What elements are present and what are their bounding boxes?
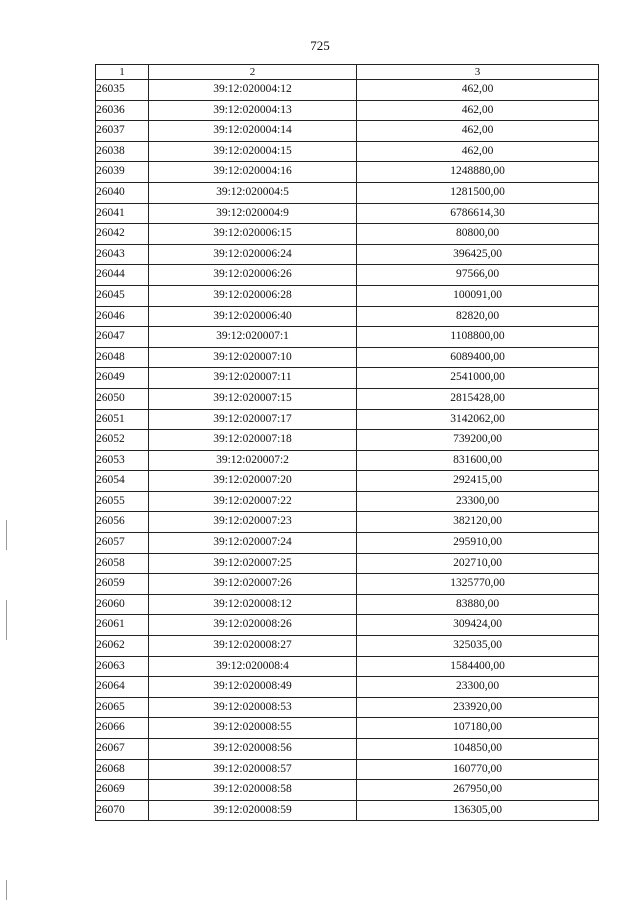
table-row xyxy=(96,512,599,533)
row-number-cell: 26040 xyxy=(96,182,149,203)
table-row xyxy=(96,388,599,409)
cadastral-value-cell: 83880,00 xyxy=(357,594,599,615)
cadastral-number-cell: 39:12:020006:15 xyxy=(149,224,357,245)
cadastral-number-cell: 39:12:020004:15 xyxy=(149,141,357,162)
cadastral-value-cell: 2815428,00 xyxy=(357,388,599,409)
scan-margin-mark xyxy=(6,600,7,640)
cadastral-value-cell: 462,00 xyxy=(357,121,599,142)
column-header-cadastral-number: 2 xyxy=(149,65,357,80)
row-number-cell: 26057 xyxy=(96,533,149,554)
row-number-cell: 26035 xyxy=(96,80,149,101)
table-row xyxy=(96,800,599,821)
table-row xyxy=(96,471,599,492)
cadastral-number-cell: 39:12:020007:18 xyxy=(149,430,357,451)
cadastral-value-cell: 80800,00 xyxy=(357,224,599,245)
cadastral-value-cell: 292415,00 xyxy=(357,471,599,492)
row-number-cell: 26046 xyxy=(96,306,149,327)
table-body xyxy=(96,80,599,821)
cadastral-number-cell: 39:12:020007:22 xyxy=(149,491,357,512)
cadastral-value-cell: 1325770,00 xyxy=(357,574,599,595)
cadastral-number-cell: 39:12:020007:24 xyxy=(149,533,357,554)
cadastral-value-cell: 325035,00 xyxy=(357,636,599,657)
cadastral-value-cell: 104850,00 xyxy=(357,739,599,760)
table-row xyxy=(96,656,599,677)
cadastral-number-cell: 39:12:020008:56 xyxy=(149,739,357,760)
cadastral-number-cell: 39:12:020008:27 xyxy=(149,636,357,657)
cadastral-value-cell: 267950,00 xyxy=(357,780,599,801)
cadastral-value-cell: 233920,00 xyxy=(357,697,599,718)
cadastral-value-cell: 1281500,00 xyxy=(357,182,599,203)
table-row xyxy=(96,182,599,203)
cadastral-value-cell: 100091,00 xyxy=(357,285,599,306)
cadastral-number-cell: 39:12:020006:26 xyxy=(149,265,357,286)
table-row xyxy=(96,285,599,306)
cadastral-value-cell: 2541000,00 xyxy=(357,368,599,389)
cadastral-number-cell: 39:12:020006:28 xyxy=(149,285,357,306)
table-row xyxy=(96,368,599,389)
table-row xyxy=(96,636,599,657)
cadastral-value-table xyxy=(95,64,599,821)
cadastral-value-cell: 82820,00 xyxy=(357,306,599,327)
cadastral-number-cell: 39:12:020007:11 xyxy=(149,368,357,389)
row-number-cell: 26036 xyxy=(96,100,149,121)
cadastral-value-cell: 396425,00 xyxy=(357,244,599,265)
table-row xyxy=(96,80,599,101)
row-number-cell: 26044 xyxy=(96,265,149,286)
cadastral-value-cell: 136305,00 xyxy=(357,800,599,821)
cadastral-value-cell: 739200,00 xyxy=(357,430,599,451)
row-number-cell: 26066 xyxy=(96,718,149,739)
table-row xyxy=(96,265,599,286)
table-row xyxy=(96,780,599,801)
cadastral-value-cell: 97566,00 xyxy=(357,265,599,286)
cadastral-value-cell: 462,00 xyxy=(357,141,599,162)
cadastral-value-cell: 6089400,00 xyxy=(357,347,599,368)
cadastral-number-cell: 39:12:020007:25 xyxy=(149,553,357,574)
cadastral-value-cell: 6786614,30 xyxy=(357,203,599,224)
row-number-cell: 26068 xyxy=(96,759,149,780)
table-row xyxy=(96,306,599,327)
table-row xyxy=(96,141,599,162)
cadastral-value-cell: 1584400,00 xyxy=(357,656,599,677)
cadastral-value-cell: 462,00 xyxy=(357,80,599,101)
cadastral-value-cell: 1248880,00 xyxy=(357,162,599,183)
row-number-cell: 26043 xyxy=(96,244,149,265)
row-number-cell: 26067 xyxy=(96,739,149,760)
row-number-cell: 26039 xyxy=(96,162,149,183)
table-header-row xyxy=(96,65,599,80)
cadastral-number-cell: 39:12:020004:14 xyxy=(149,121,357,142)
cadastral-value-cell: 831600,00 xyxy=(357,450,599,471)
page-number: 725 xyxy=(310,38,330,53)
cadastral-number-cell: 39:12:020007:17 xyxy=(149,409,357,430)
column-header-value: 3 xyxy=(357,65,599,80)
row-number-cell: 26064 xyxy=(96,677,149,698)
table-row xyxy=(96,430,599,451)
cadastral-value-cell: 462,00 xyxy=(357,100,599,121)
table-row xyxy=(96,450,599,471)
row-number-cell: 26052 xyxy=(96,430,149,451)
row-number-cell: 26050 xyxy=(96,388,149,409)
table-row xyxy=(96,615,599,636)
row-number-cell: 26059 xyxy=(96,574,149,595)
table-row xyxy=(96,162,599,183)
table-row xyxy=(96,677,599,698)
table-row xyxy=(96,203,599,224)
scan-margin-mark xyxy=(6,520,7,550)
cadastral-number-cell: 39:12:020008:53 xyxy=(149,697,357,718)
cadastral-value-cell: 23300,00 xyxy=(357,677,599,698)
cadastral-number-cell: 39:12:020004:16 xyxy=(149,162,357,183)
cadastral-number-cell: 39:12:020004:5 xyxy=(149,182,357,203)
cadastral-value-cell: 202710,00 xyxy=(357,553,599,574)
row-number-cell: 26042 xyxy=(96,224,149,245)
cadastral-number-cell: 39:12:020008:26 xyxy=(149,615,357,636)
cadastral-number-cell: 39:12:020007:15 xyxy=(149,388,357,409)
table-row xyxy=(96,491,599,512)
cadastral-number-cell: 39:12:020004:9 xyxy=(149,203,357,224)
cadastral-value-cell: 382120,00 xyxy=(357,512,599,533)
table-row xyxy=(96,347,599,368)
row-number-cell: 26056 xyxy=(96,512,149,533)
cadastral-number-cell: 39:12:020007:20 xyxy=(149,471,357,492)
cadastral-value-cell: 1108800,00 xyxy=(357,327,599,348)
table-row xyxy=(96,409,599,430)
cadastral-number-cell: 39:12:020008:58 xyxy=(149,780,357,801)
cadastral-number-cell: 39:12:020007:10 xyxy=(149,347,357,368)
cadastral-value-cell: 160770,00 xyxy=(357,759,599,780)
cadastral-number-cell: 39:12:020007:26 xyxy=(149,574,357,595)
table-row xyxy=(96,697,599,718)
row-number-cell: 26045 xyxy=(96,285,149,306)
row-number-cell: 26047 xyxy=(96,327,149,348)
cadastral-value-cell: 107180,00 xyxy=(357,718,599,739)
cadastral-number-cell: 39:12:020008:4 xyxy=(149,656,357,677)
row-number-cell: 26051 xyxy=(96,409,149,430)
cadastral-number-cell: 39:12:020007:2 xyxy=(149,450,357,471)
cadastral-value-cell: 295910,00 xyxy=(357,533,599,554)
scan-margin-mark xyxy=(6,880,7,900)
table-row xyxy=(96,718,599,739)
cadastral-value-cell: 3142062,00 xyxy=(357,409,599,430)
table-row xyxy=(96,553,599,574)
column-header-number: 1 xyxy=(96,65,149,80)
cadastral-number-cell: 39:12:020007:1 xyxy=(149,327,357,348)
row-number-cell: 26038 xyxy=(96,141,149,162)
table-row xyxy=(96,759,599,780)
row-number-cell: 26069 xyxy=(96,780,149,801)
cadastral-number-cell: 39:12:020004:12 xyxy=(149,80,357,101)
row-number-cell: 26055 xyxy=(96,491,149,512)
cadastral-number-cell: 39:12:020006:40 xyxy=(149,306,357,327)
row-number-cell: 26053 xyxy=(96,450,149,471)
table-row xyxy=(96,224,599,245)
row-number-cell: 26037 xyxy=(96,121,149,142)
cadastral-number-cell: 39:12:020008:59 xyxy=(149,800,357,821)
table-row xyxy=(96,574,599,595)
cadastral-number-cell: 39:12:020008:57 xyxy=(149,759,357,780)
table-row xyxy=(96,739,599,760)
table-row xyxy=(96,594,599,615)
row-number-cell: 26062 xyxy=(96,636,149,657)
row-number-cell: 26049 xyxy=(96,368,149,389)
cadastral-number-cell: 39:12:020007:23 xyxy=(149,512,357,533)
row-number-cell: 26060 xyxy=(96,594,149,615)
row-number-cell: 26041 xyxy=(96,203,149,224)
table-row xyxy=(96,121,599,142)
row-number-cell: 26070 xyxy=(96,800,149,821)
table-row xyxy=(96,244,599,265)
cadastral-number-cell: 39:12:020008:49 xyxy=(149,677,357,698)
cadastral-number-cell: 39:12:020008:12 xyxy=(149,594,357,615)
row-number-cell: 26058 xyxy=(96,553,149,574)
table-row xyxy=(96,100,599,121)
cadastral-value-cell: 23300,00 xyxy=(357,491,599,512)
table-row xyxy=(96,327,599,348)
table-row xyxy=(96,533,599,554)
cadastral-number-cell: 39:12:020006:24 xyxy=(149,244,357,265)
row-number-cell: 26061 xyxy=(96,615,149,636)
cadastral-value-cell: 309424,00 xyxy=(357,615,599,636)
row-number-cell: 26063 xyxy=(96,656,149,677)
cadastral-number-cell: 39:12:020004:13 xyxy=(149,100,357,121)
row-number-cell: 26048 xyxy=(96,347,149,368)
row-number-cell: 26065 xyxy=(96,697,149,718)
cadastral-number-cell: 39:12:020008:55 xyxy=(149,718,357,739)
row-number-cell: 26054 xyxy=(96,471,149,492)
